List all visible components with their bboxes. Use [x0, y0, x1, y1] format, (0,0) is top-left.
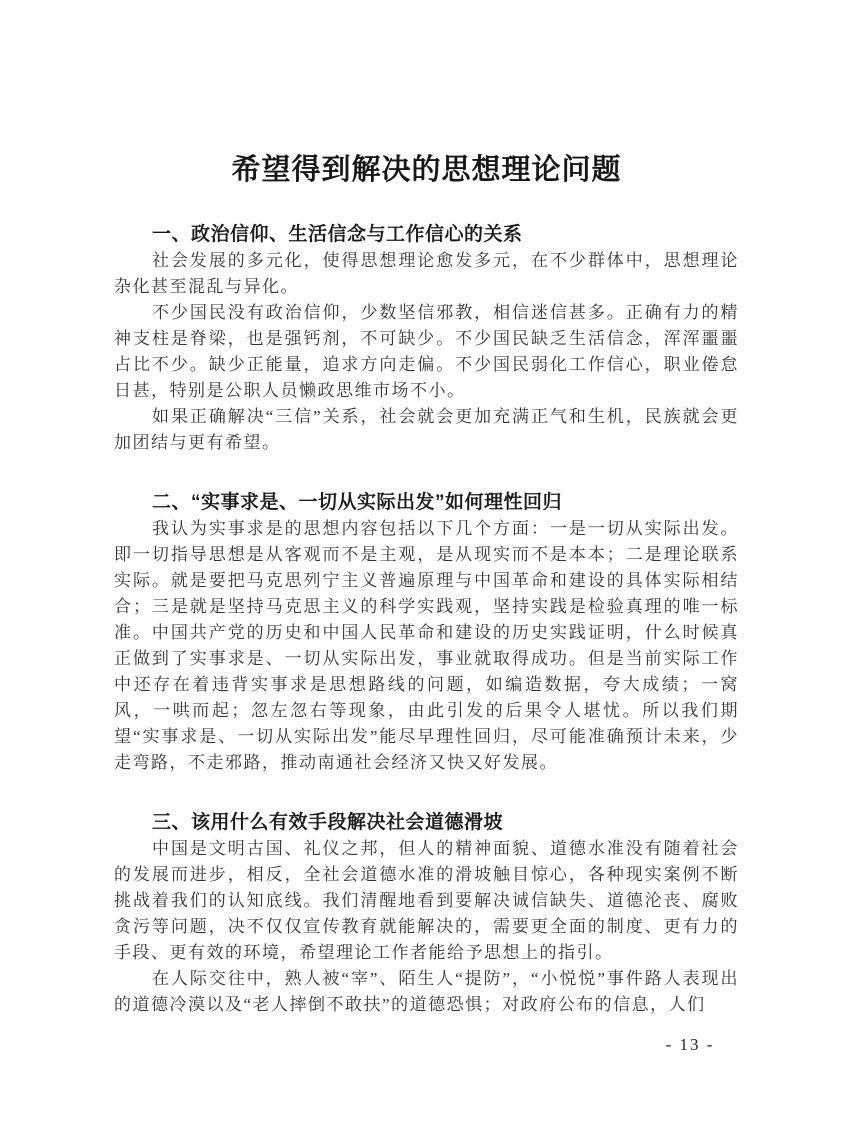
paragraph: 不少国民没有政治信仰，少数坚信邪教，相信迷信甚多。正确有力的精神支柱是脊梁，也是强钙剂，不可缺少。不少国民缺乏生活信念，浑浑噩噩占比不少。缺少正能量，追求方向走偏。不少国民弱化工作信心，职业倦怠日甚，特别是公职人员懒政思维市场不小。 [114, 303, 739, 400]
section-2-heading: 二、“实事求是、一切从实际出发”如何理性回归 [152, 492, 563, 513]
section-3-heading: 三、该用什么有效手段解决社会道德滑坡 [152, 812, 504, 833]
paragraph: 如果正确解决“三信”关系，社会就会更加充满正气和生机，民族就会更加团结与更有希望。 [114, 407, 739, 452]
section-1-heading: 一、政治信仰、生活信念与工作信心的关系 [152, 224, 523, 245]
paragraph: 我认为实事求是的思想内容包括以下几个方面：一是一切从实际出发。即一切指导思想是从客观而不是主观，是从现实而不是本本；二是理论联系实际。就是要把马克思列宁主义普遍原理与中国革命和建设的具体实际相结合；三是就是坚持马克思主义的科学实践观，坚持实践是检验真理的唯一标准。中国共产党的历史和中国人民革命和建设的历史实践证明，什么时候真正做到了实事求是、一切从实际出发，事业就取得成功。但是当前实际工作中还存在着违背实事求是思想路线的问题，如编造数据，夸大成绩；一窝风，一哄而起；忽左忽右等现象，由此引发的后果令人堪忧。所以我们期望“实事求是、一切从实际出发”能尽早理性回归，尽可能准确预计未来，少走弯路，不走邪路，推动南通社会经济又快又好发展。 [114, 519, 739, 772]
section-1 [114, 221, 739, 456]
section-2 [114, 489, 739, 776]
section-3 [114, 809, 739, 1018]
paragraph: 中国是文明古国、礼仪之邦，但人的精神面貌、道德水准没有随着社会的发展而进步，相反，全社会道德水准的滑坡触目惊心，各种现实案例不断挑战着我们的认知底线。我们清醒地看到要解决诚信缺失、道德沦丧、腐败贪污等问题，决不仅仅宣传教育就能解决的，需要更全面的制度、更有力的手段、更有效的环境，希望理论工作者能给予思想上的指引。 [114, 839, 739, 962]
paragraph: 社会发展的多元化，使得思想理论愈发多元，在不少群体中，思想理论杂化甚至混乱与异化。 [114, 251, 739, 296]
text-column [114, 150, 739, 1018]
page-title: 希望得到解决的思想理论问题 [231, 154, 622, 186]
paragraph: 在人际交往中，熟人被“宰”、陌生人“提防”，“小悦悦”事件路人表现出的道德冷漠以及“老人摔倒不敢扶”的道德恐惧；对政府公布的信息，人们 [114, 969, 739, 1014]
page-number: - 13 - [665, 1035, 715, 1054]
